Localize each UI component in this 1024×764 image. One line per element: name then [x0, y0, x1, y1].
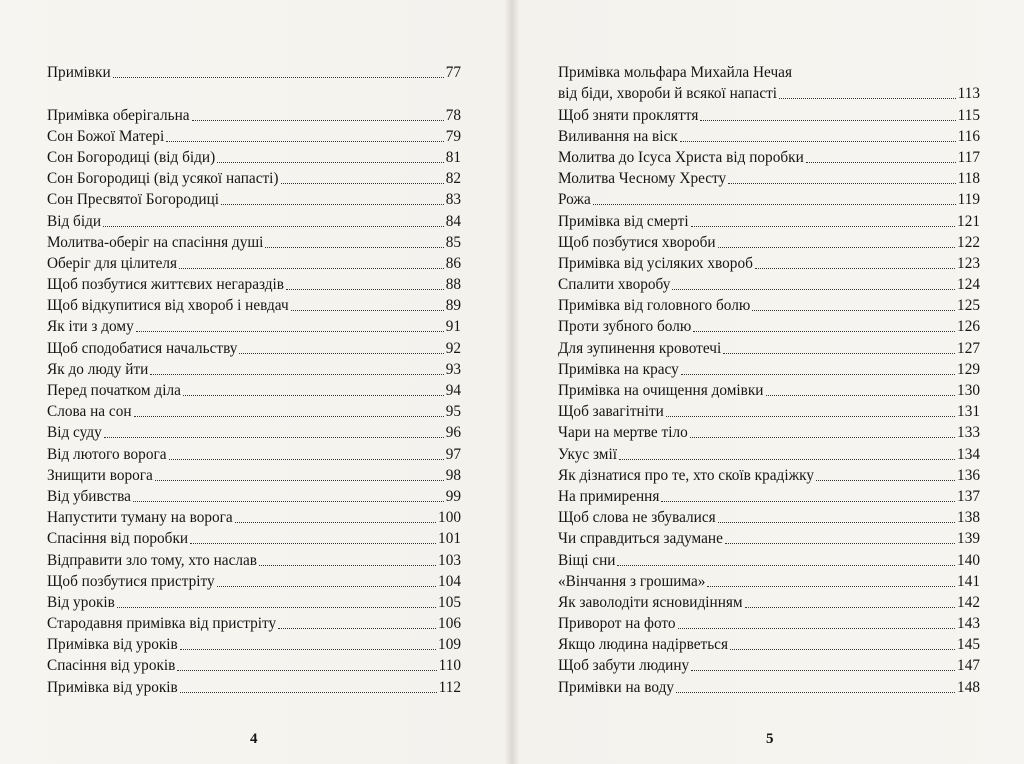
toc-entry-page-number: 137 [957, 487, 980, 505]
toc-dot-leader [113, 77, 444, 78]
toc-entry-title: Від біди [47, 212, 102, 230]
toc-dot-leader [179, 268, 444, 269]
toc-entry [558, 336, 980, 357]
toc-entry [558, 421, 980, 442]
toc-entry [558, 612, 980, 633]
toc-entry [47, 125, 461, 146]
toc-entry-page-number: 125 [957, 297, 980, 315]
toc-dot-leader [680, 141, 956, 142]
toc-entry-title: Щоб позбутися пристріту [47, 572, 215, 590]
toc-entry [558, 188, 980, 209]
toc-entry-title: Сон Богородиці (від усякої напасті) [47, 170, 279, 188]
toc-dot-leader [690, 437, 955, 438]
toc-entry [47, 146, 461, 167]
toc-entry-title: Примівка оберігальна [47, 106, 190, 124]
toc-entry-page-number: 85 [445, 233, 461, 251]
toc-entry-page-number: 77 [445, 64, 461, 82]
toc-dot-leader [150, 374, 443, 375]
toc-entry [558, 379, 980, 400]
toc-entry-page-number: 88 [445, 276, 461, 294]
toc-dot-leader [155, 480, 444, 481]
toc-entry-page-number: 96 [445, 424, 461, 442]
toc-entry-page-number: 110 [438, 657, 461, 675]
toc-entry-title: Як заволодіти ясновидінням [558, 593, 743, 611]
toc-entry-page-number: 126 [957, 318, 980, 336]
toc-entry [558, 400, 980, 421]
toc-dot-leader [104, 437, 444, 438]
toc-entry-title: Молитва до Ісуса Христа від поробки [558, 148, 804, 166]
toc-dot-leader [593, 204, 956, 205]
toc-entry [47, 273, 461, 294]
toc-entry-page-number: 139 [957, 530, 980, 548]
toc-entry-page-number: 140 [957, 551, 980, 569]
toc-entry [47, 103, 461, 124]
toc-entry-page-number: 98 [445, 466, 461, 484]
toc-entry-title: Примівки на воду [558, 678, 675, 696]
toc-entry-page-number: 134 [957, 445, 980, 463]
toc-entry [47, 188, 461, 209]
toc-dot-leader [169, 459, 444, 460]
toc-dot-leader [661, 501, 955, 502]
toc-entry-page-number: 117 [957, 148, 980, 166]
toc-entry-title: Примівка на очищення домівки [558, 382, 764, 399]
toc-entry-title: Щоб забути людину [558, 657, 690, 675]
toc-entry [47, 61, 461, 82]
toc-entry-page-number: 148 [957, 678, 980, 696]
toc-entry-title: Оберіг для цілителя [47, 254, 178, 272]
right-table-of-contents [558, 61, 980, 697]
toc-entry-page-number: 116 [957, 127, 980, 145]
toc-entry-page-number: 123 [957, 254, 980, 272]
toc-entry-title: Щоб зняти прокляття [558, 106, 699, 124]
toc-entry [558, 506, 980, 527]
toc-entry-title: Спалити хворобу [558, 276, 671, 294]
toc-entry-title: Знищити ворога [47, 466, 153, 484]
toc-entry-title: Стародавня примівка від пристріту [47, 615, 277, 633]
toc-entry [47, 400, 461, 421]
toc-dot-leader [681, 374, 955, 375]
toc-entry-page-number: 145 [957, 636, 980, 654]
toc-dot-leader [666, 416, 955, 417]
toc-entry-title: Укус змії [558, 445, 617, 463]
toc-dot-leader [117, 607, 436, 608]
toc-entry-title: Сон Богородиці (від біди) [47, 148, 216, 166]
toc-dot-leader [725, 543, 955, 544]
toc-entry-title: Чи справдиться задумане [558, 530, 723, 548]
toc-entry-page-number: 105 [438, 593, 461, 611]
toc-entry [558, 442, 980, 463]
toc-dot-leader [766, 395, 956, 396]
toc-entry-title: Приворот на фото [558, 615, 676, 633]
toc-entry [558, 209, 980, 230]
toc-entry [558, 167, 980, 188]
toc-entry-title: Чари на мертве тіло [558, 424, 688, 442]
toc-entry-title: Щоб позбутися життєвих негараздів [47, 276, 285, 294]
toc-dot-leader [730, 649, 955, 650]
toc-dot-leader [103, 226, 444, 227]
toc-entry-page-number: 138 [957, 509, 980, 527]
toc-entry-page-number: 109 [438, 636, 461, 654]
toc-entry-page-number: 133 [957, 424, 980, 442]
toc-entry-page-number: 129 [957, 360, 980, 378]
toc-entry [558, 294, 980, 315]
toc-entry-page-number: 104 [438, 572, 461, 590]
toc-dot-leader [755, 268, 955, 269]
toc-entry-page-number: 118 [957, 170, 980, 188]
toc-entry [47, 167, 461, 188]
toc-entry-title: Примівка від уроків [47, 678, 178, 696]
toc-entry [47, 252, 461, 273]
toc-dot-leader [672, 289, 955, 290]
toc-dot-leader [617, 565, 955, 566]
toc-entry [558, 485, 980, 506]
toc-dot-leader [691, 670, 955, 671]
toc-entry [47, 421, 461, 442]
toc-dot-leader [816, 480, 955, 481]
toc-entry-title: Примівка від уроків [47, 636, 178, 654]
toc-entry-title: Спасіння від поробки [47, 530, 189, 548]
toc-entry [47, 442, 461, 463]
toc-entry-page-number: 121 [957, 212, 980, 230]
toc-entry-title: Примівка від усіляких хвороб [558, 254, 753, 272]
toc-entry-page-number: 113 [957, 85, 980, 103]
toc-entry-title: Як іти з дому [47, 318, 134, 336]
toc-entry-title: Як дізнатися про те, хто скоїв крадіжку [558, 466, 815, 484]
toc-dot-leader [707, 586, 955, 587]
toc-entry-page-number: 131 [957, 403, 980, 421]
toc-entry-title: Щоб відкупитися від хвороб і невдач [47, 297, 289, 315]
toc-entry [558, 273, 980, 294]
toc-entry-page-number: 79 [445, 127, 461, 145]
toc-entry [47, 231, 461, 252]
toc-dot-leader [265, 247, 443, 248]
toc-dot-leader [259, 565, 436, 566]
toc-entry [558, 252, 980, 273]
toc-dot-leader [728, 183, 955, 184]
toc-dot-leader [192, 120, 444, 121]
toc-entry-page-number: 124 [957, 276, 980, 294]
toc-entry [47, 591, 461, 612]
toc-spacer [47, 82, 461, 103]
toc-dot-leader [180, 649, 436, 650]
toc-entry-title: Відправити зло тому, хто наслав [47, 551, 258, 569]
left-table-of-contents [47, 61, 461, 697]
toc-entry-title: «Вінчання з грошима» [558, 572, 706, 590]
toc-entry-page-number: 84 [445, 212, 461, 230]
toc-dot-leader [177, 670, 436, 671]
toc-entry [558, 125, 980, 146]
toc-entry-page-number: 130 [957, 382, 980, 399]
toc-entry-title: Примівка від головного болю [558, 297, 751, 315]
toc-dot-leader [291, 310, 444, 311]
toc-entry [47, 570, 461, 591]
toc-entry [47, 209, 461, 230]
toc-dot-leader [134, 416, 444, 417]
toc-dot-leader [180, 692, 437, 693]
toc-entry [47, 485, 461, 506]
toc-entry-title: Примівка від смерті [558, 212, 689, 230]
toc-entry [47, 336, 461, 357]
toc-entry-page-number: 103 [438, 551, 461, 569]
toc-entry-title: Щоб позбутися хвороби [558, 233, 716, 251]
toc-entry [47, 675, 461, 696]
toc-entry-title: На примирення [558, 487, 660, 505]
toc-entry [558, 82, 980, 103]
toc-dot-leader [286, 289, 444, 290]
toc-entry-title: Слова на сон [47, 403, 132, 421]
toc-entry [47, 464, 461, 485]
toc-entry-title: Сон Божої Матері [47, 127, 165, 145]
toc-dot-leader [136, 331, 444, 332]
toc-entry [47, 548, 461, 569]
toc-entry [47, 633, 461, 654]
toc-dot-leader [806, 162, 956, 163]
toc-dot-leader [752, 310, 955, 311]
left-page-number: 4 [250, 731, 258, 747]
toc-entry-page-number: 147 [957, 657, 980, 675]
toc-dot-leader [700, 120, 955, 121]
toc-dot-leader [281, 183, 444, 184]
toc-entry-page-number: 106 [438, 615, 461, 633]
toc-entry-page-number: 86 [445, 254, 461, 272]
toc-entry [47, 612, 461, 633]
toc-entry-title: Молитва Чесному Хресту [558, 170, 727, 188]
toc-entry-title: Від убивства [47, 487, 131, 505]
toc-entry-title: Рожа [558, 191, 591, 209]
toc-entry-title: Примівки [47, 64, 111, 82]
toc-entry-title: Спасіння від уроків [47, 657, 176, 675]
toc-entry-page-number: 141 [957, 572, 980, 590]
toc-entry-page-number: 136 [957, 466, 980, 484]
toc-entry-page-number: 94 [445, 382, 461, 399]
toc-entry-title: Напустити туману на ворога [47, 509, 233, 527]
toc-entry-page-number: 119 [957, 191, 980, 209]
toc-dot-leader [693, 331, 955, 332]
toc-entry-page-number: 143 [957, 615, 980, 633]
toc-entry-title: від біди, хвороби й всякої напасті [558, 85, 778, 103]
toc-entry-page-number: 95 [445, 403, 461, 421]
toc-dot-leader [166, 141, 444, 142]
toc-entry [558, 146, 980, 167]
toc-entry-page-number: 142 [957, 593, 980, 611]
toc-dot-leader [217, 586, 436, 587]
toc-dot-leader [183, 395, 444, 396]
toc-dot-leader [239, 353, 443, 354]
toc-dot-leader [678, 628, 956, 629]
toc-entry-title: Перед початком діла [47, 382, 181, 399]
toc-dot-leader [235, 522, 436, 523]
toc-entry [47, 315, 461, 336]
toc-heading-line: Примівка мольфара Михайла Нечая [558, 64, 792, 82]
toc-dot-leader [217, 162, 444, 163]
toc-entry [558, 675, 980, 696]
toc-dot-leader [779, 98, 956, 99]
toc-entry-title: Для зупинення кровотечі [558, 339, 722, 357]
toc-entry-page-number: 78 [445, 106, 461, 124]
toc-entry-title: Як до люду йти [47, 360, 149, 378]
toc-entry-title: Якщо людина надірветься [558, 636, 729, 654]
toc-entry-page-number: 91 [445, 318, 461, 336]
toc-entry [558, 570, 980, 591]
toc-dot-leader [676, 692, 955, 693]
toc-dot-leader [278, 628, 436, 629]
toc-entry [558, 103, 980, 124]
toc-entry-page-number: 89 [445, 297, 461, 315]
toc-entry-page-number: 82 [445, 170, 461, 188]
toc-entry-title: Від лютого ворога [47, 445, 167, 463]
toc-dot-leader [723, 353, 955, 354]
toc-entry-page-number: 112 [438, 678, 461, 696]
toc-entry [558, 591, 980, 612]
toc-entry-page-number: 97 [445, 445, 461, 463]
toc-entry [47, 379, 461, 400]
toc-dot-leader [221, 204, 444, 205]
toc-entry-page-number: 81 [445, 148, 461, 166]
toc-entry [558, 315, 980, 336]
toc-entry-page-number: 127 [957, 339, 980, 357]
toc-entry-page-number: 101 [438, 530, 461, 548]
toc-dot-leader [619, 459, 955, 460]
toc-entry-title: Виливання на віск [558, 127, 678, 145]
toc-dot-leader [745, 607, 955, 608]
toc-entry [558, 358, 980, 379]
toc-entry-title: Віщі сни [558, 551, 616, 569]
toc-dot-leader [718, 247, 955, 248]
toc-entry-title: Сон Пресвятої Богородиці [47, 191, 220, 209]
toc-entry-page-number: 92 [445, 339, 461, 357]
toc-dot-leader [190, 543, 436, 544]
toc-entry-page-number: 115 [957, 106, 980, 124]
right-page-number: 5 [766, 731, 774, 747]
toc-dot-leader [133, 501, 444, 502]
toc-entry-title: Щоб слова не збувалися [558, 509, 716, 527]
right-page [512, 0, 1024, 764]
toc-entry-page-number: 99 [445, 487, 461, 505]
toc-entry [558, 548, 980, 569]
toc-entry-title: Проти зубного болю [558, 318, 692, 336]
toc-entry [558, 654, 980, 675]
toc-entry-title: Від уроків [47, 593, 115, 611]
toc-entry [47, 506, 461, 527]
toc-entry [558, 464, 980, 485]
toc-entry-page-number: 122 [957, 233, 980, 251]
toc-entry-title: Щоб сподобатися начальству [47, 339, 238, 357]
toc-entry-title: Примівка на красу [558, 360, 679, 378]
toc-entry-page-number: 83 [445, 191, 461, 209]
toc-entry-title: Молитва-оберіг на спасіння душі [47, 233, 264, 251]
toc-entry [47, 654, 461, 675]
toc-entry-page-number: 100 [438, 509, 461, 527]
toc-entry-page-number: 93 [445, 360, 461, 378]
toc-dot-leader [691, 226, 955, 227]
toc-dot-leader [718, 522, 955, 523]
toc-entry [47, 527, 461, 548]
toc-entry [558, 231, 980, 252]
toc-entry [47, 358, 461, 379]
toc-entry [558, 633, 980, 654]
toc-entry [47, 294, 461, 315]
toc-entry-title: Від суду [47, 424, 102, 442]
toc-entry-title: Щоб завагітніти [558, 403, 664, 421]
toc-entry [558, 527, 980, 548]
